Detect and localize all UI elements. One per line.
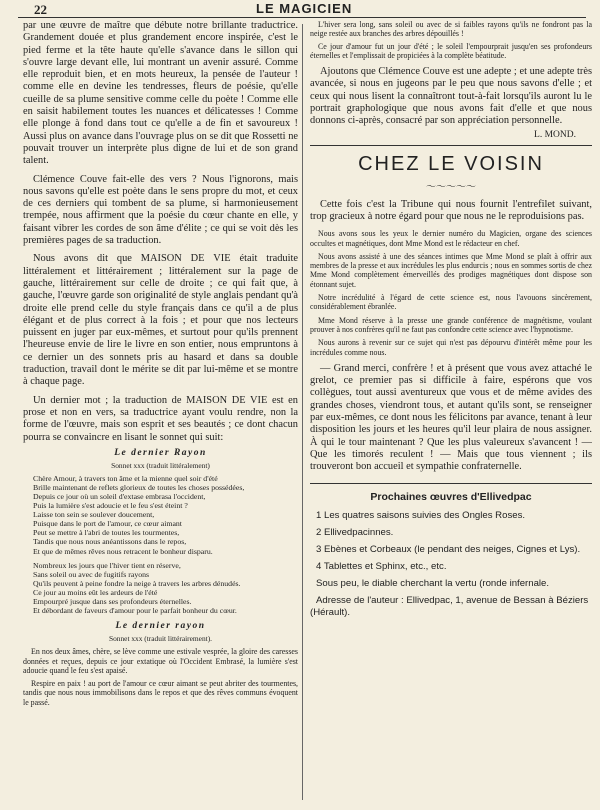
left-column [23, 20, 298, 802]
ornament-divider: 〜〜〜〜〜 [426, 181, 476, 193]
poem-line: Qu'ils peuvent à peine fondre la neige à travers les arbres dénudés. [33, 578, 241, 588]
poem-stanza [33, 561, 298, 616]
section-title: CHEZ LE VOISIN [358, 152, 544, 175]
prose-translation: En nos deux âmes, chère, se lève comme une estivale vesprée, la gloire des caresses données et reçues, depuis ce jour extatique où l'Occident Embrasé, la lumière s'est adoucie quand le feu s'est apaisé. [23, 647, 298, 675]
poem-stanza [33, 474, 298, 556]
page-number: 22 [34, 2, 47, 17]
article-paragraph: par une œuvre de maître que débute notre brillante traductrice. Grandement douée et plus grandement encore inspirée, c'est le pied ferme et la tête haute qu'elle s'avance dans le sillon qui s'ouvre large devant elle, lui montrant un avenir assuré. Comme elle reproduit bien, et en mots heureux, la pensée de l'auteur ! comme elle en devine les tendresses, fleurs de poésie, qu'elle cueille de sa plume sensitive comme celle du poète ! Comme elle en saisit habilement toutes les nuances et délicatesses ! Comme elle plonge à fond dans tout ce qu'elle a de fin et savoureux ! Aussi plus on avance dans l'ouvrage plus on se dit que Rossetti ne pouvait trouver un interprète plus digne de lui et de son grand talent. [23, 20, 298, 167]
poem-line: Sans soleil ou avec de fugitifs rayons [33, 569, 150, 579]
poem-line: Nombreux les jours que l'hiver tient en réserve, [33, 560, 181, 570]
poem-line: Depuis ce jour où un soleil d'extase embrasa l'occident, [33, 491, 206, 501]
article-paragraph: Un dernier mot ; la traduction de MAISON DE VIE est en prose et non en vers, sa traductrice ayant voulu rendre, non la forme de l'œuvre, mais son esprit et ses beautés ; ce dont chacun pourra se convaincre en lisant le sonnet qui suit: [23, 394, 298, 443]
list-item: 4 Tablettes et Sphinx, etc., etc. [316, 560, 447, 572]
quoted-paragraph: Nous avons assisté à une des séances intimes que Mme Mond se plaît à offrir aux membres de la presse et aux incrédules les plus endurcis ; nous en sommes sortis de chez Mme Mond complètement émerveillés des prodiges magnétiques dont dispose son étonnant sujet. [310, 251, 592, 289]
poem-title: Le dernier Rayon [114, 447, 207, 458]
poem-subtitle: Sonnet xxx (traduit littérairement). [108, 634, 213, 644]
poem-line: Et que de mêmes rêves nous retracent le bonheur disparu. [33, 546, 213, 556]
header-rule [18, 17, 586, 18]
article-paragraph: Ajoutons que Clémence Couve est une adepte ; et une adepte très avancée, si nous en jugeons par le peu que nous savons d'elle ; et ceux qui nous lisent la connaîtront tout-à-fait lorsqu'ils auront lu le portrait graphologique que nous avons fait d'elle et que nous donnons ci-après, consacré par son appréciation personnelle. [310, 66, 592, 127]
list-item: 1 Les quatres saisons suivies des Ongles Roses. [316, 509, 526, 521]
quoted-paragraph: Mme Mond réserve à la presse une grande conférence de magnétisme, voulant prouver à nos confrères qu'il ne faut pas confondre cette science avec l'hypnotisme. [310, 315, 592, 334]
section-rule [310, 145, 592, 146]
quoted-paragraph: Notre incrédulité à l'égard de cette science est, nous l'avouons sincèrement, considérablement ébranlée. [310, 293, 592, 312]
poem-line: Chère Amour, à travers ton âme et la mienne quel soir d'été [33, 473, 218, 483]
quoted-paragraph: Nous aurons à revenir sur ce sujet qui n'est pas dépourvu d'intérêt même pour les incrédules comme nous. [310, 338, 592, 357]
prose-translation: Ce jour d'amour fut un jour d'été ; le soleil l'empourprait jusqu'en ses profondeurs éternelles et l'emplissait de propiciées à la complète béatitude. [310, 41, 592, 60]
poem-line: Tandis que nous nous anéantissons dans le repos, [33, 537, 187, 547]
poem-line: Brille maintenant de reflets glorieux de toutes les choses possédées, [33, 482, 245, 492]
list-item: Sous peu, le diable cherchant la vertu (ronde infernale. [316, 577, 550, 589]
article-paragraph: — Grand merci, confrère ! et à présent que vous avez attaché le grelot, ce premier pas si difficile à faire, espérons que vos collègues, tout aussi aventureux que vous et de même avides des grandes choses, viendront tous, et autant qu'ils sont, se renseigner par eux-mêmes, ce dont nous les félicitons par avance, tenant à leur disposition les jours et les heures qu'il leur plaira de nous assigner. À qui le tour maintenant ? Que les plus valeureux s'avancent ! — Que les timorés reculent ! — Mais que tous viennent ; ils trouveront bon accueil et sympathie confraternelle. [310, 362, 592, 473]
list-item: 2 Ellivedpacinnes. [316, 526, 394, 538]
section-rule [310, 483, 592, 484]
page-header [18, 0, 586, 18]
prose-translation: Respire en paix ! au port de l'amour ce cœur aimant se peut abriter des tourmentes, tandis que nous nous immobilisons dans le repos et que des rêves communs évoquent le passé. [23, 679, 298, 707]
list-item: Adresse de l'auteur : Ellivedpac, 1, avenue de Bessan à Béziers (Hérault). [310, 594, 589, 618]
article-paragraph: Nous avons dit que MAISON DE VIE était traduite littéralement et littérairement ; littéralement sur la page de gauche, littérairement sur celle de droite ; ce qui fait que, à gauche, l'œuvre garde son originalité de style anglais pendant qu'à droite elle prend celle du style français dans ce qu'il a de plus élégant et de plus correct à la fois ; et pour que nos lecteurs puissent en juger par eux-mêmes, et surtout pour qu'ils prennent l'heureuse envie de lire le livre en son entier, nous empruntons à ce dernier un des sonnets pris au hasard et dans sa double traduction, travail dont le mérite se dit par lui-même et se montre à chaque page. [23, 253, 298, 388]
article-paragraph: Clémence Couve fait-elle des vers ? Nous l'ignorons, mais nous savons qu'elle est poète dans le sens propre du mot, et ceux de ces derniers qui tombent de sa plume, si harmonieusement trempée, nous affirment que la poésie du cœur chante en elle, y faisant vibrer les cordes de son âme d'élite ; ce qui se voit dès les premières pages de sa traduction. [23, 173, 298, 247]
works-title: Prochaines œuvres d'Ellivedpac [370, 490, 532, 503]
column-divider [302, 24, 303, 800]
poem-line: Laisse ton sein se soulever doucement, [33, 510, 155, 520]
poem-line: Ce jour au moins eût les ardeurs de l'été [33, 587, 158, 597]
poem-line: Puisque dans le port de l'amour, ce cœur aimant [33, 519, 182, 529]
list-item: 3 Ebènes et Corbeaux (le pendant des neiges, Cignes et Lys). [316, 543, 581, 555]
journal-title: LE MAGICIEN [256, 1, 353, 16]
poem-line: Empourpré jusque dans ses profondeurs éternelles. [33, 597, 192, 607]
prose-translation: L'hiver sera long, sans soleil ou avec de si faibles rayons qu'ils ne fondront pas la neige restée aux branches des arbres dépouillés ! [310, 20, 592, 39]
poem-line: Et débordant de faveurs d'amour pour le parfait bonheur du cœur. [33, 606, 237, 616]
poem-subtitle: Sonnet xxx (traduit littéralement) [111, 460, 210, 470]
right-column [310, 20, 592, 802]
article-paragraph: Cette fois c'est la Tribune qui nous fournit l'entrefilet suivant, trop gracieux à notre égard pour que nous ne le reproduisions pas. [310, 198, 592, 222]
quoted-paragraph: Nous avons sous les yeux le dernier numéro du Magicien, organe des sciences occultes et magnétiques, dont Mme Mond est le rédacteur en chef. [310, 229, 592, 248]
poem-line: Puis la lumière s'est adoucie et le feu s'est éteint ? [33, 501, 188, 511]
poem-line: Peut se mettre à l'abri de toutes les tourmentes, [33, 528, 180, 538]
author-signature: L. MOND. [534, 129, 576, 140]
poem-title: Le dernier rayon [115, 621, 206, 632]
